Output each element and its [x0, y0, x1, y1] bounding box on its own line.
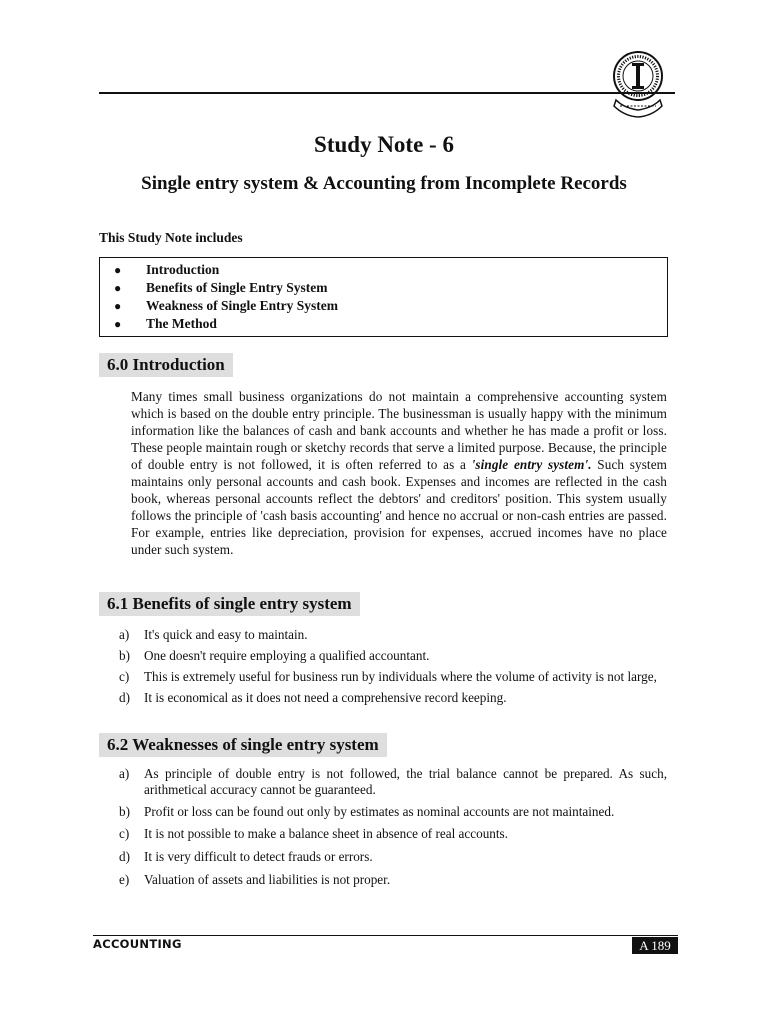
- section-heading-introduction: 6.0 Introduction: [99, 353, 233, 377]
- page-title: Study Note - 6: [314, 132, 454, 157]
- bullet-icon: ●: [114, 262, 122, 277]
- list-item: b) Profit or loss can be found out only by estimates as nominal accounts are not maintained.: [119, 804, 615, 819]
- bullet-icon: ●: [114, 280, 122, 295]
- list-item: c) This is extremely useful for business run by individuals where the volume of activity is not large,: [119, 669, 657, 684]
- includes-item: ● Introduction: [114, 262, 220, 277]
- introduction-paragraph: Many times small business organizations do not maintain a comprehensive accounting system which is based on the double entry principle. The businessman is usually happy with the minimum information like the balances of cash and bank accounts and whether he has made a profit or loss. These people maintain rough or sketchy records that serve a limited purpose. Because, the principle of double entry is not followed, it is often referred to as a 'single entry system'. Such system maintains only personal accounts and cash book. Expenses and incomes are reflected in the cash book, whereas personal accounts reflect the debtors' and creditors' position. This system usually follows the principle of 'cash basis accounting' and hence no accrual or non-cash entries are passed. For example, entries like depreciation, provision for expenses, accrued incomes have no place under such system.: [131, 389, 668, 557]
- page-number: A 189: [632, 937, 678, 954]
- benefits-list: [119, 627, 667, 706]
- list-item: d) It is economical as it does not need a comprehensive record keeping.: [119, 690, 507, 705]
- includes-item: ● Weakness of Single Entry System: [114, 298, 339, 313]
- emphasis-text: 'single entry system'.: [471, 457, 592, 472]
- list-item: a) As principle of double entry is not followed, the trial balance cannot be prepared. As such, arithmetical accuracy cannot be guaranteed.: [119, 766, 667, 797]
- list-item: b) One doesn't require employing a qualified accountant.: [119, 648, 430, 663]
- section-heading-benefits: 6.1 Benefits of single entry system: [99, 592, 360, 616]
- list-item: d) It is very difficult to detect frauds or errors.: [119, 849, 373, 864]
- footer-rule: [93, 935, 678, 936]
- bullet-icon: ●: [114, 316, 122, 331]
- header-rule: [99, 92, 675, 94]
- footer-subject-label: ACCOUNTING: [93, 937, 182, 951]
- list-item: c) It is not possible to make a balance sheet in absence of real accounts.: [119, 826, 508, 841]
- list-item: e) Valuation of assets and liabilities is not proper.: [119, 872, 391, 887]
- includes-box: [99, 257, 668, 337]
- institute-emblem-icon: [610, 46, 666, 126]
- section-heading-weaknesses: 6.2 Weaknesses of single entry system: [99, 733, 387, 757]
- bullet-icon: ●: [114, 298, 122, 313]
- includes-item: ● The Method: [114, 316, 217, 331]
- includes-heading: This Study Note includes: [99, 230, 243, 245]
- includes-item: ● Benefits of Single Entry System: [114, 280, 328, 295]
- page-subtitle: Single entry system & Accounting from Incomplete Records: [141, 173, 627, 194]
- list-item: a) It's quick and easy to maintain.: [119, 627, 308, 642]
- weaknesses-list: [119, 766, 667, 888]
